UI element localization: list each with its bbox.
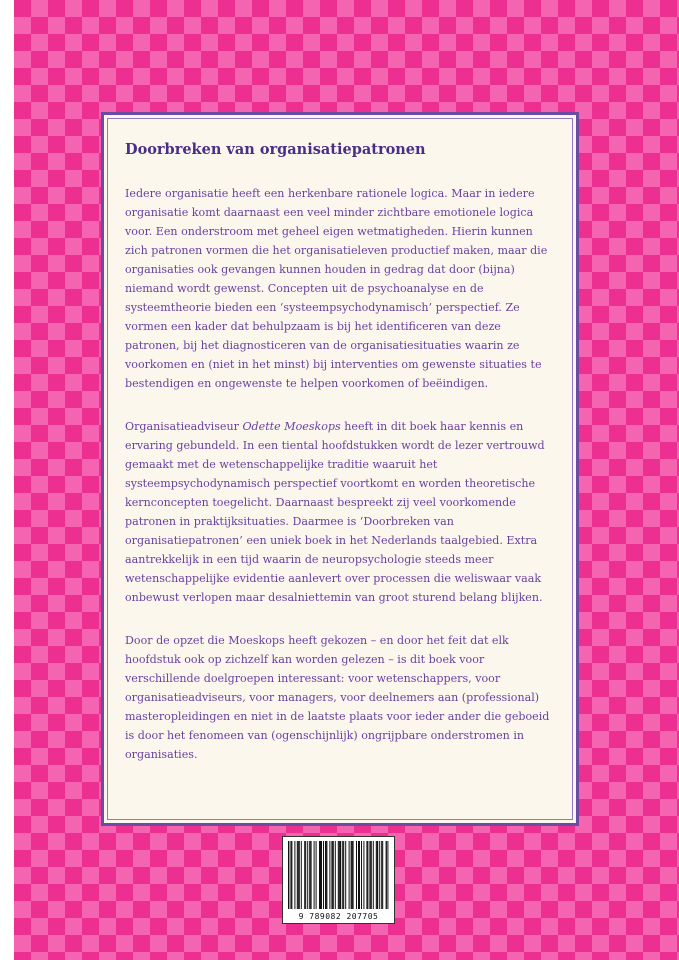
barcode-bar bbox=[367, 841, 368, 909]
paragraph-audience: Door de opzet die Moeskops heeft gekozen – en door het feit dat elk hoofdstuk ook op zichzelf kan worden gelezen – is dit boek voor verschillende doelgroepen interessant: voor wetenschappers, voor organisatieadviseurs, voor managers, voor deelnemers aan (professional) masteropleidingen en niet in de laatste plaats voor ieder ander die geboeid is door het fenomeen van (ogenschijnlijk) ongrijpbare onderstromen in organisaties. bbox=[125, 634, 550, 761]
barcode-bar bbox=[338, 841, 339, 909]
barcode-bar bbox=[325, 841, 326, 909]
barcode-bar bbox=[363, 841, 364, 909]
barcode-bar bbox=[387, 841, 388, 909]
barcode-bar bbox=[342, 841, 343, 909]
barcode-bar bbox=[361, 841, 362, 909]
barcode-bar bbox=[373, 841, 374, 909]
isbn-barcode bbox=[282, 836, 395, 924]
paragraph-author bbox=[125, 417, 554, 607]
book-title: Doorbreken van organisatiepatronen bbox=[125, 141, 426, 158]
barcode-bar bbox=[386, 841, 387, 909]
barcode-bar bbox=[305, 841, 306, 909]
barcode-bar bbox=[316, 841, 317, 909]
barcode-bar bbox=[323, 841, 324, 909]
author-name: Odette Moeskops bbox=[242, 420, 341, 433]
barcode-bar bbox=[288, 841, 289, 909]
barcode-bar bbox=[326, 841, 327, 909]
barcode-bars bbox=[288, 841, 389, 909]
author-lead: Organisatieadviseur bbox=[125, 420, 243, 433]
barcode-bar bbox=[304, 841, 305, 909]
barcode-bar bbox=[349, 841, 350, 909]
barcode-bar bbox=[356, 841, 357, 909]
barcode-bar bbox=[298, 841, 299, 909]
barcode-bar bbox=[371, 841, 372, 909]
barcode-bar bbox=[352, 841, 353, 909]
barcode-bar bbox=[366, 841, 367, 909]
barcode-bar bbox=[309, 841, 310, 909]
barcode-bar bbox=[358, 841, 359, 909]
barcode-bar bbox=[332, 841, 333, 909]
barcode-bar bbox=[297, 841, 298, 909]
author-rest: heeft in dit boek haar kennis en ervaring gebundeld. In een tiental hoofdstukken wordt de lezer vertrouwd gemaakt met de wetenschappelijke traditie waaruit het systeempsychodynamisch perspectief voortkomt en worden theoretische kernconcepten toegelicht. Daarnaast bespreekt zij veel voorkomende patronen in praktijksituaties. Daarmee is ‘Doorbreken van organisatiepatronen’ een uniek boek in het Nederlands taalgebied. Extra aantrekkelijk in een tijd waarin de neuropsychologie steeds meer wetenschappelijke evidentie aanlevert over processen die weliswaar vaak onbewust verlopen maar desalniettemin van groot sturend belang blijken. bbox=[125, 420, 545, 604]
barcode-bar bbox=[339, 841, 340, 909]
barcode-bar bbox=[381, 841, 382, 909]
barcode-bar bbox=[359, 841, 360, 909]
barcode-bar bbox=[353, 841, 354, 909]
barcode-bar bbox=[382, 841, 383, 909]
barcode-bar bbox=[321, 841, 322, 909]
barcode-bar bbox=[291, 841, 292, 909]
barcode-bar bbox=[294, 841, 295, 909]
barcode-bar bbox=[335, 841, 336, 909]
barcode-number: 9 789082 207705 bbox=[298, 912, 379, 921]
back-cover-text-panel bbox=[101, 112, 579, 826]
barcode-bar bbox=[369, 841, 370, 909]
barcode-bar bbox=[331, 841, 332, 909]
barcode-bar bbox=[299, 841, 300, 909]
barcode-bar bbox=[320, 841, 321, 909]
barcode-bar bbox=[307, 841, 308, 909]
barcode-bar bbox=[379, 841, 380, 909]
barcode-bar bbox=[351, 841, 352, 909]
barcode-bar bbox=[377, 841, 378, 909]
barcode-bar bbox=[329, 841, 330, 909]
barcode-bar bbox=[343, 841, 344, 909]
barcode-bar bbox=[301, 841, 302, 909]
barcode-bar bbox=[319, 841, 320, 909]
barcode-bar bbox=[340, 841, 341, 909]
barcode-bar bbox=[314, 841, 315, 909]
barcode-bar bbox=[376, 841, 377, 909]
barcode-bar bbox=[290, 841, 291, 909]
barcode-bar bbox=[345, 841, 346, 909]
paragraph-intro: Iedere organisatie heeft een herkenbare rationele logica. Maar in iedere organisatie komt daarnaast een veel minder zichtbare emotionele logica voor. Een onderstroom met geheel eigen wetmatigheden. Hierin kunnen zich patronen vormen die het organisatieleven productief maken, maar die organisaties ook gevangen kunnen houden in gedrag dat door (bijna) niemand wordt gewenst. Concepten uit de psychoanalyse en de systeemtheorie bieden een ‘systeempsychodynamisch’ perspectief. Ze vormen een kader dat behulpzaam is bij het identificeren van deze patronen, bij het diagnosticeren van de organisatiesituaties waarin ze voorkomen en (niet in het minst) bij interventies om gewenste situaties te bestendigen en ongewenste te helpen voorkomen of beëindigen. bbox=[125, 187, 548, 390]
barcode-bar bbox=[310, 841, 311, 909]
